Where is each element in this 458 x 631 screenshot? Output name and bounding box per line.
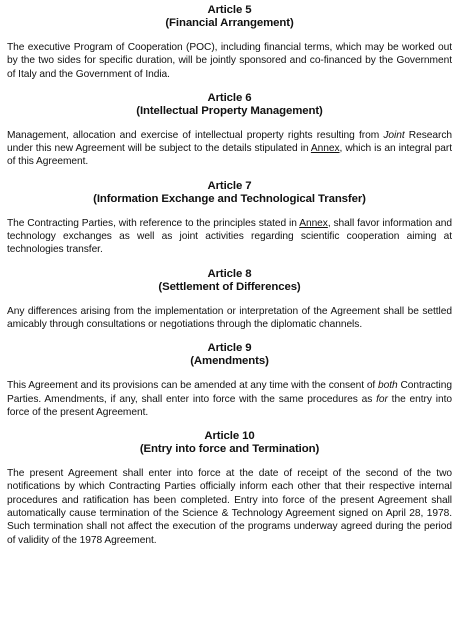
article-paragraph (7, 467, 452, 547)
article-5 (7, 4, 452, 81)
article-7 (7, 180, 452, 257)
article-subtitle: (Financial Arrangement) (165, 17, 294, 29)
article-paragraph (7, 217, 452, 257)
annex-reference: Annex (310, 143, 340, 155)
article-paragraph (7, 41, 452, 81)
article-subtitle: (Information Exchange and Technological Transfer) (93, 192, 366, 205)
article-title: Article 10 (204, 430, 255, 443)
text-run-italic: Joint (383, 129, 405, 141)
text-run: Contracting Parties. Amendments, if any, shall enter into force with the same procedures as (7, 380, 452, 405)
article-title: Article 7 (207, 179, 252, 192)
article-6 (7, 92, 452, 169)
text-run: This Agreement and its provisions can be amended at any time with the consent of (7, 380, 379, 392)
text-run: , which is an integral part of this Agreement. (7, 143, 452, 168)
article-10 (7, 430, 452, 547)
article-8 (7, 268, 452, 332)
article-paragraph (7, 379, 452, 419)
text-run-italic: both (378, 380, 398, 392)
article-subtitle: (Entry into force and Termination) (139, 443, 320, 456)
text-run: , shall favor information and technology exchanges as well as joint activities regarding scientific cooperation aiming at technologies transfer. (7, 217, 452, 256)
text-run: Any differences arising from the implementation or interpretation of the Agreement shall be settled amicably through consultations or negotiations through the diplomatic channels. (7, 305, 452, 330)
article-subtitle: (Amendments) (190, 355, 269, 368)
article-body (7, 305, 452, 332)
article-9 (7, 342, 452, 419)
article-subtitle: (Settlement of Differences) (158, 280, 301, 293)
text-run: The Contracting Parties, with reference to the principles stated in (7, 217, 300, 229)
article-paragraph (7, 305, 452, 332)
article-body (7, 467, 452, 547)
article-subtitle: (Intellectual Property Management) (136, 104, 323, 117)
article-body (7, 379, 452, 419)
text-run: The present Agreement shall enter into force at the date of receipt of the second of the two notifications by which Contracting Parties officially inform each other that their respective internal procedures and ratification has been completed. Entry into force of the present Agreement shall automatically cause termination of the Science & Technology Agreement signed on April 28, 1978. Such termination shall not affect the execution of the programs underway agreed during the period of validity of the 1978 Agreement. (7, 468, 452, 546)
text-run: The executive Program of Cooperation (POC), including financial terms, which may be worked out by the two sides for specific duration, will be jointly sponsored and co-financed by the Government of Italy and the Government of India. (7, 42, 452, 80)
text-run: the entry into force of the present Agreement. (7, 393, 452, 418)
article-body (7, 41, 452, 81)
text-run: Management, allocation and exercise of intellectual property rights resulting from (7, 129, 384, 141)
article-title: Article 6 (207, 91, 252, 104)
article-body (7, 129, 452, 169)
text-run: Research under this new Agreement will be subject to the details stipulated in (7, 129, 452, 155)
article-paragraph (7, 129, 452, 169)
text-run-italic: for (376, 393, 388, 405)
article-title: Article 5 (207, 4, 252, 16)
article-title: Article 8 (207, 267, 252, 280)
article-body (7, 217, 452, 257)
annex-reference: Annex (299, 217, 328, 229)
article-title: Article 9 (207, 342, 252, 355)
